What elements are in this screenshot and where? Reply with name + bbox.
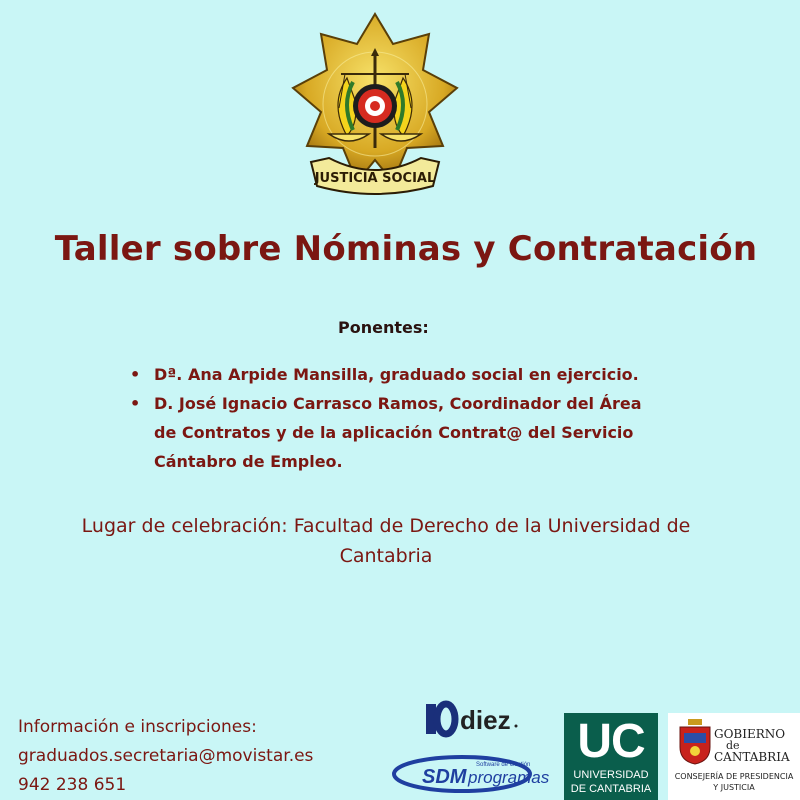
sdm-tagline: Software de Gestión [476, 762, 531, 768]
speakers-list [130, 360, 696, 476]
sdm-programas-logo [392, 752, 552, 794]
venue-line1: Lugar de celebración: Facultad de Derecho de la Universidad de [81, 515, 691, 537]
sdm-word: programas [468, 768, 550, 787]
venue-text [0, 511, 772, 571]
speaker-2-line2: de Contratos y de la aplicación Contrat@ del Servicio [154, 423, 634, 442]
contact-phone: 942 238 651 [18, 775, 127, 795]
gobierno-line2: de [726, 739, 740, 752]
contact-block [18, 713, 313, 800]
justicia-social-badge-icon [289, 12, 461, 200]
gobierno-line4: CONSEJERÍA DE PRESIDENCIA [674, 772, 794, 781]
uc-line2: DE CANTABRIA [570, 783, 652, 795]
gobierno-line3: CANTABRIA [714, 750, 790, 764]
speakers-heading: Ponentes: [338, 318, 429, 337]
contact-label: Información e inscripciones: [18, 717, 257, 737]
speaker-1-line1: Dª. Ana Arpide Mansilla, graduado social en ejercicio. [154, 365, 639, 384]
list-item [130, 360, 696, 389]
cantabria-shield-icon [678, 719, 712, 765]
gobierno-line1: GOBIERNO [714, 727, 786, 741]
gobierno-cantabria-logo [668, 713, 800, 800]
uc-letters: UC [577, 715, 645, 768]
universidad-cantabria-logo [564, 713, 658, 800]
10diez-logo [424, 700, 524, 740]
bullet-icon: • [130, 394, 141, 413]
badge-ribbon-text: JUSTICIA SOCIAL [314, 171, 436, 186]
10diez-word: diez [460, 705, 511, 735]
uc-line1: UNIVERSIDAD [573, 769, 649, 781]
contact-email: graduados.secretaria@movistar.es [18, 746, 314, 766]
speaker-2-line3: Cántabro de Empleo. [154, 452, 343, 471]
list-item [130, 389, 696, 476]
bullet-icon: • [130, 365, 141, 384]
speaker-2-line1: D. José Ignacio Carrasco Ramos, Coordinador del Área [154, 394, 642, 413]
gobierno-line5: Y JUSTICIA [713, 783, 755, 792]
venue-line2: Cantabria [339, 545, 433, 567]
page-title: Taller sobre Nóminas y Contratación [54, 229, 758, 269]
sdm-name: SDM [422, 766, 467, 788]
